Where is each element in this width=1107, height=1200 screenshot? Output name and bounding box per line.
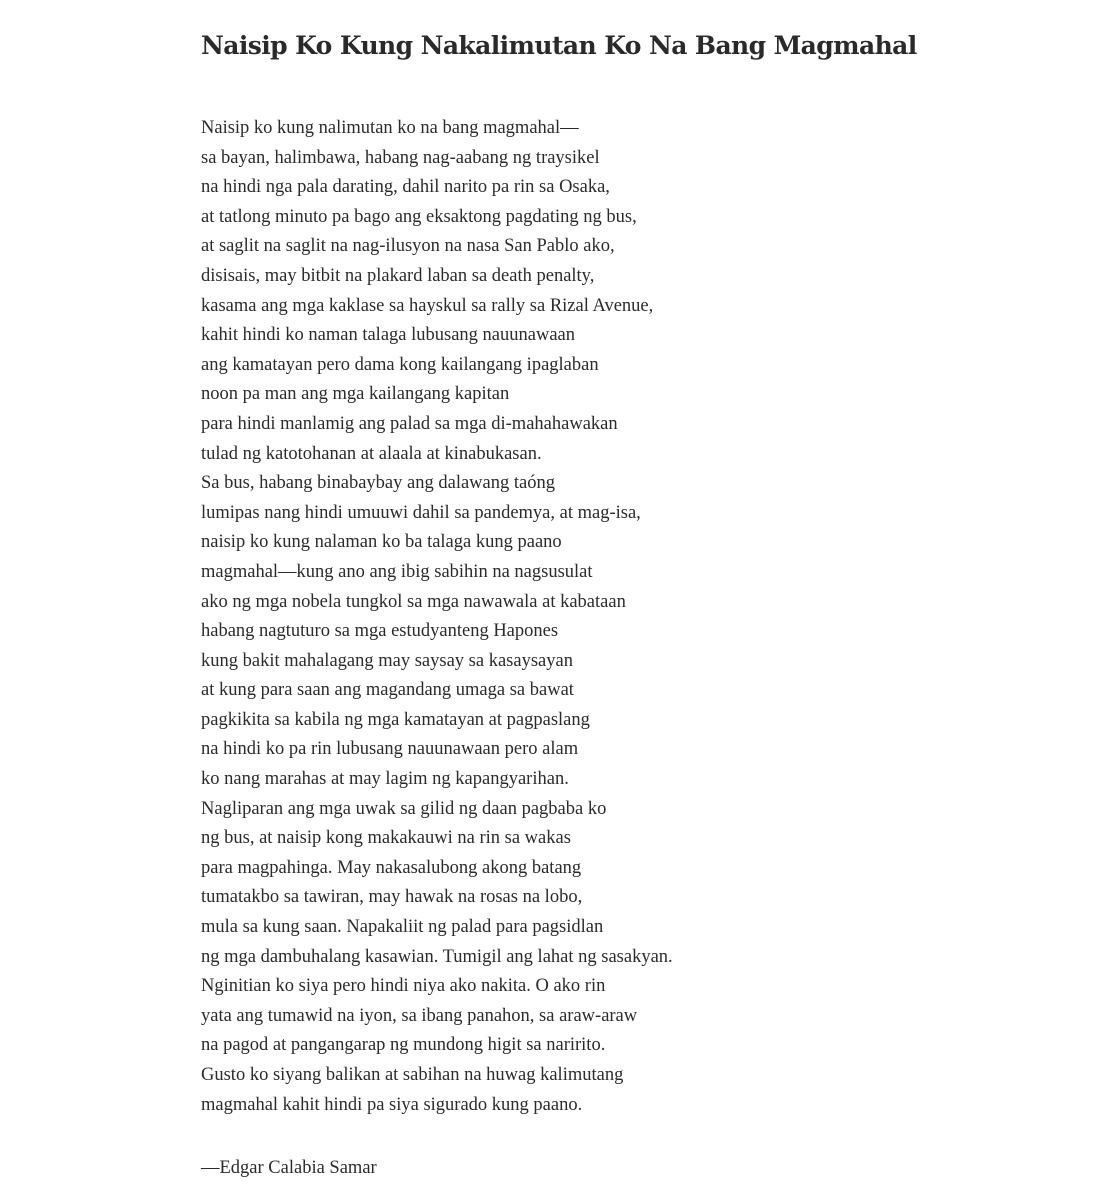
poem-line: tumatakbo sa tawiran, may hawak na rosas na lobo, — [201, 887, 583, 908]
poem-line: disisais, may bitbit na plakard laban sa death penalty, — [201, 265, 595, 286]
poem-line: ako ng mga nobela tungkol sa mga nawawala at kabataan — [201, 591, 626, 612]
poem-line: naisip ko kung nalaman ko ba talaga kung paano — [201, 532, 562, 553]
poem-line: kasama ang mga kaklase sa hayskul sa rally sa Rizal Avenue, — [201, 295, 654, 316]
poem-line: at kung para saan ang magandang umaga sa bawat — [201, 680, 574, 701]
poem-line: ko nang marahas at may lagim ng kapangyarihan. — [201, 769, 569, 790]
poem-line: noon pa man ang mga kailangang kapitan — [201, 384, 510, 405]
poem-line: na pagod at pangangarap ng mundong higit sa naririto. — [201, 1035, 606, 1056]
poem-line: kung bakit mahalagang may saysay sa kasaysayan — [201, 650, 573, 671]
poem-body — [201, 114, 673, 1120]
poem-line: pagkikita sa kabila ng mga kamatayan at pagpaslang — [201, 709, 590, 730]
poem-line: ng bus, at naisip kong makakauwi na rin sa wakas — [201, 828, 571, 849]
poem-line: Naisip ko kung nalimutan ko na bang magmahal— — [201, 118, 579, 138]
poem-line: Gusto ko siyang balikan at sabihan na huwag kalimutang — [201, 1065, 624, 1085]
poem-line: at tatlong minuto pa bago ang eksaktong pagdating ng bus, — [201, 206, 637, 227]
poem-line: lumipas nang hindi umuuwi dahil sa pandemya, at mag-isa, — [201, 502, 641, 523]
poem-line: na hindi ko pa rin lubusang nauunawaan pero alam — [201, 739, 579, 760]
poem-line: para magpahinga. May nakasalubong akong batang — [201, 857, 582, 878]
poem-title: Naisip Ko Kung Nakalimutan Ko Na Bang Magmahal — [201, 31, 917, 60]
poem-line: habang nagtuturo sa mga estudyanteng Hapones — [201, 621, 559, 642]
poem-line: Sa bus, habang binabaybay ang dalawang taóng — [201, 473, 555, 494]
poem-line: at saglit na saglit na nag-ilusyon na nasa San Pablo ako, — [201, 236, 615, 257]
poem-line: kahit hindi ko naman talaga lubusang nauunawaan — [201, 325, 576, 346]
poem-line: mula sa kung saan. Napakaliit ng palad para pagsidlan — [201, 917, 604, 938]
poem-line: tulad ng katotohanan at alaala at kinabukasan. — [201, 443, 542, 464]
poem-line: na hindi nga pala darating, dahil narito pa rin sa Osaka, — [201, 177, 610, 198]
poem-line: para hindi manlamig ang palad sa mga di-mahahawakan — [201, 413, 618, 434]
poem-line: sa bayan, halimbawa, habang nag-aabang ng traysikel — [201, 147, 600, 168]
poem-line: yata ang tumawid na iyon, sa ibang panahon, sa araw-araw — [201, 1005, 638, 1026]
poem-line: ang kamatayan pero dama kong kailangang ipaglaban — [201, 354, 599, 375]
poem-line: Nginitian ko siya pero hindi niya ako nakita. O ako rin — [201, 976, 606, 997]
poem-line: magmahal kahit hindi pa siya sigurado kung paano. — [201, 1094, 583, 1115]
poem-line: Nagliparan ang mga uwak sa gilid ng daan pagbaba ko — [201, 798, 607, 819]
poem-author: —Edgar Calabia Samar — [201, 1158, 377, 1178]
poem-line: magmahal—kung ano ang ibig sabihin na nagsusulat — [201, 561, 593, 582]
poem-line: ng mga dambuhalang kasawian. Tumigil ang lahat ng sasakyan. — [201, 946, 673, 967]
